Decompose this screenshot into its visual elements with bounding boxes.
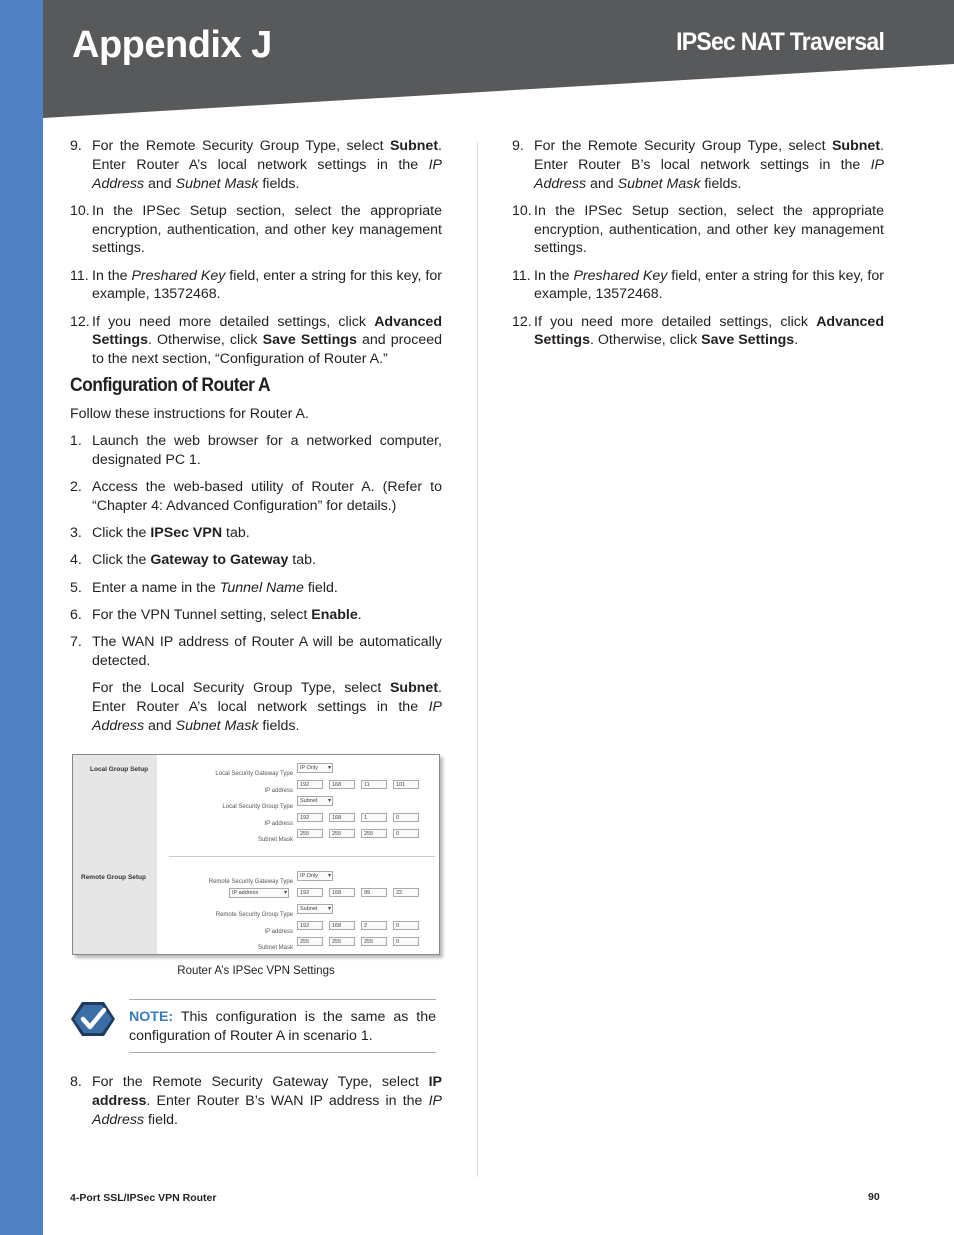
right-column [512,137,884,359]
page-number: 90 [868,1191,880,1203]
list-item: 5. Enter a name in the Tunnel Name field. [70,579,338,596]
appendix-title: Appendix J [72,24,272,66]
list-item: 2. Access the web-based utility of Router A. (Refer to “Chapter 4: Advanced Configuration” for details.) [70,479,442,515]
note-box [70,999,442,1053]
column-divider [477,142,478,1177]
figure-row: Subnet Mask 255 255 255 0 [163,829,433,841]
figure-row: Remote Security Group Type Subnet ▾ [163,904,433,916]
figure-row: Local Security Group Type Subnet ▾ [163,796,433,808]
list-item: 12. If you need more detailed settings, click Advanced Settings. Otherwise, click Save Settings and proceed to the next section, “Configuration of Router A.” [70,313,442,368]
figure-row: IP address 192 168 2 0 [163,921,433,933]
figure-row: IP address 192 168 11 101 [163,780,433,792]
intro-text: Follow these instructions for Router A. [70,406,309,423]
list-item: 9. For the Remote Security Group Type, select Subnet. Enter Router B’s local network settings in the IP Address and Subnet Mask fields. [512,138,884,192]
figure-row: IP address ▾ 192 168 99 22 [163,888,433,900]
list-item: 6. For the VPN Tunnel setting, select Enable. [70,606,362,623]
figure-row: Subnet Mask 255 255 255 0 [163,937,433,949]
list-item: 4. Click the Gateway to Gateway tab. [70,552,316,569]
figure-row: IP address 192 168 1 0 [163,813,433,825]
note-label: NOTE: [129,1009,174,1026]
subheading: Configuration of Router A [70,375,271,397]
list-item: 9. For the Remote Security Group Type, select Subnet. Enter Router A’s local network settings in the IP Address and Subnet Mask fields. [70,138,442,192]
section-title: IPSec NAT Traversal [675,28,884,56]
figure-row: Remote Security Gateway Type IP Only ▾ [163,871,433,883]
footer-product: 4-Port SSL/IPSec VPN Router [70,1192,217,1204]
remote-group-label: Remote Group Setup [81,874,147,882]
list-item: 11. In the Preshared Key field, enter a string for this key, for example, 13572468. [70,267,442,303]
figure-sidebar [73,755,157,954]
list-item: 7. The WAN IP address of Router A will be automatically detected. [70,634,442,669]
list-item: 11. In the Preshared Key field, enter a string for this key, for example, 13572468. [512,267,884,303]
figure-caption: Router A’s IPSec VPN Settings [177,965,335,978]
figure-separator [169,856,435,857]
list-item: 3. Click the IPSec VPN tab. [70,525,250,542]
list-item: 12. If you need more detailed settings, click Advanced Settings. Otherwise, click Save Settings. [512,313,884,349]
list-item: 1. Launch the web browser for a networked computer, designated PC 1. [70,433,442,469]
left-column [70,137,442,1138]
screenshot-figure [72,754,440,955]
figure-row: Local Security Gateway Type IP Only ▾ [163,763,433,775]
note-text: This configuration is the same as the configuration of Router A in scenario 1. [129,1009,436,1044]
step-continuation: For the Local Security Group Type, select Subnet. Enter Router A’s local network settings in the IP Address and Subnet Mask fields. [92,680,442,734]
sidebar-stripe [0,0,43,1235]
checkmark-icon [70,1001,116,1037]
list-item: 10. In the IPSec Setup section, select the appropriate encryption, authentication, and other key management settings. [512,202,884,257]
list-item: 10. In the IPSec Setup section, select the appropriate encryption, authentication, and other key management settings. [70,202,442,257]
local-group-label: Local Group Setup [90,766,149,774]
list-item: 8. For the Remote Security Gateway Type, select IP address. Enter Router B’s WAN IP address in the IP Address field. [70,1074,442,1128]
